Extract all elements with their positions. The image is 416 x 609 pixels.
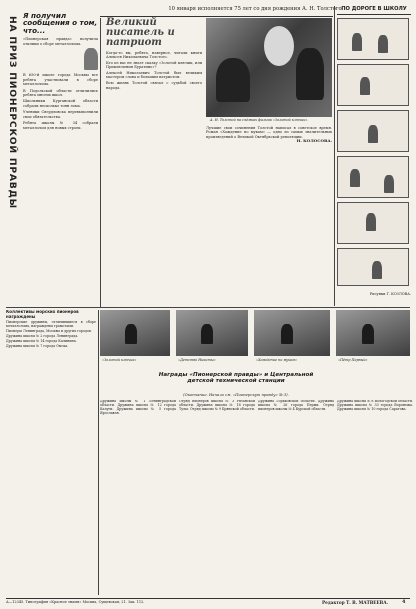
footer xyxy=(6,598,410,604)
mid-right-text xyxy=(206,126,332,143)
left-paragraph: В Подольской области отличились ребята многих школ. xyxy=(23,88,98,98)
main-photo-caption: А. Н. Толстой на съёмках фильма «Золотой ключик». xyxy=(210,118,309,122)
comic-frame xyxy=(337,110,409,152)
bottom-title: Награды «Пионерской правды» и Центральной детской технической станции xyxy=(158,372,314,385)
lower-left-title: Коллективы морских пионеров награждены xyxy=(6,310,79,319)
film-photo xyxy=(336,310,410,356)
right-column xyxy=(337,6,411,306)
vertical-header xyxy=(6,16,20,286)
strip-caption: «Пётр Первый» xyxy=(338,358,368,362)
center-article-title: Великий писатель и патриот xyxy=(106,17,175,48)
left-paragraph: «Пионерская правда» получила отклики о сборе металлолома. xyxy=(23,37,98,46)
article-paragraph: Когда-то вы, ребята, наверное, читали книги Алексея Николаевича Толстого. xyxy=(106,51,202,60)
film-photo xyxy=(100,310,170,356)
left-paragraph: Ученики Свердловска перевыполнили свои обязательства. xyxy=(23,110,98,119)
lower-left-paragraph: Дружина школы № 7 города Омска. xyxy=(6,343,69,348)
comic-frame xyxy=(337,64,409,106)
comic-frame xyxy=(337,202,409,244)
left-column xyxy=(6,6,98,306)
left-column-text xyxy=(23,12,98,132)
bottom-column xyxy=(179,400,255,590)
comic-header: ПО ДОРОГЕ В ШКОЛУ xyxy=(337,6,411,15)
section-rule xyxy=(6,307,410,308)
lower-left-paragraph: Пионерские дружины, отличившиеся в сборе металлолома, награждены грамотами. xyxy=(6,320,96,329)
bottom-column-text: Дружина школы № 8 Вологодской области. Дружина школы № 33 города Воронежа. Дружина школы № 10 города Саратова. xyxy=(337,400,413,411)
column-divider xyxy=(100,18,101,308)
bottom-column-text: Отряд пионеров школы № 3 Рязанской области. Дружина школы № 18 города Тулы. Отряд школы № 9 Брянской области. xyxy=(179,400,255,411)
left-headline: Я получил сообщения о том, что... xyxy=(23,11,98,35)
author-signature: Н. КОЛОСОВА. xyxy=(296,137,332,143)
bottom-subtitle: (Окончание. Начало см. «Пионерскую правду» № 3). xyxy=(183,392,289,397)
comic-frame xyxy=(337,248,409,286)
comic-frame xyxy=(337,18,409,60)
photo-strip xyxy=(100,310,412,366)
top-line: 10 января исполняется 75 лет со дня рождения А. Н. Толстого xyxy=(168,6,342,12)
bottom-column xyxy=(337,400,413,590)
lower-left-column xyxy=(6,310,96,595)
comic-caption: Рисунки Г. КОЗЛОВА. xyxy=(369,292,411,296)
lower-left-paragraph: Дружина школы № 2 города Ленинграда. xyxy=(6,334,79,339)
mid-right-paragraph: Лучшие свои сочинения Толстой написал в советское время. Роман «Хождение по мукам» — одно из самых значительных произведений о Великой Октябрьской революции. xyxy=(206,126,332,139)
strip-caption: «Детство Никиты» xyxy=(178,358,216,362)
comic-strip xyxy=(337,18,411,290)
comic-frame xyxy=(337,156,409,198)
column-divider xyxy=(334,6,335,306)
left-paragraph: Ребята школы № 34 собрали металлолом для новых строек. xyxy=(23,121,98,130)
tolstoy-photo xyxy=(206,18,332,117)
bottom-column xyxy=(100,400,176,590)
left-paragraph: В 650-й школе города Москвы все ребята участвовали в сборе металлолома. xyxy=(23,73,98,87)
bottom-column-text: Дружина Горьковской области. Дружина школы № 26 города Перми. Отряд пионеров школы № 4 Курской области. xyxy=(258,400,334,411)
center-article xyxy=(106,18,202,91)
pioneer-figure-icon xyxy=(84,48,98,70)
strip-caption: «Хождение по мукам» xyxy=(256,358,298,362)
footer-imprint: А—12345. Типография «Красное знамя» Москва, Сущевская, 21. Зак. 112. xyxy=(6,600,145,604)
left-paragraph: Школьники Курганской области собрали несколько тонн лома. xyxy=(23,99,98,108)
article-paragraph: Алексей Николаевич Толстой был великим мастером слова и большим патриотом. xyxy=(106,71,202,80)
lower-left-paragraph: Дружина школы № 14 города Калинина. xyxy=(6,339,77,343)
vertical-header-text: НА ПРИЗ ПИОНЕРСКОЙ ПРАВДЫ xyxy=(7,16,18,209)
article-paragraph: Всю жизнь Толстой связал с судьбой своего народа. xyxy=(106,81,202,90)
film-photo xyxy=(176,310,248,356)
column-divider xyxy=(98,310,99,595)
strip-caption: «Золотой ключик» xyxy=(102,358,137,362)
bottom-column-text: Дружина школы № 1 Ленинградской области. Дружина школы № 12 города Калуги. Дружина школы № 5 города Ярославля. xyxy=(100,400,176,415)
article-paragraph: Кто из вас не знает сказку «Золотой ключик, или Приключения Буратино»? xyxy=(106,61,202,70)
film-photo xyxy=(254,310,330,356)
lower-left-paragraph: Пионеры Ленинграда, Москвы и других городов. xyxy=(6,329,92,334)
bottom-column xyxy=(258,400,334,590)
page-number: 4 xyxy=(402,599,406,605)
footer-editor: Редактор Т. В. МАТВЕЕВА. xyxy=(322,600,389,605)
bottom-columns xyxy=(100,400,412,590)
